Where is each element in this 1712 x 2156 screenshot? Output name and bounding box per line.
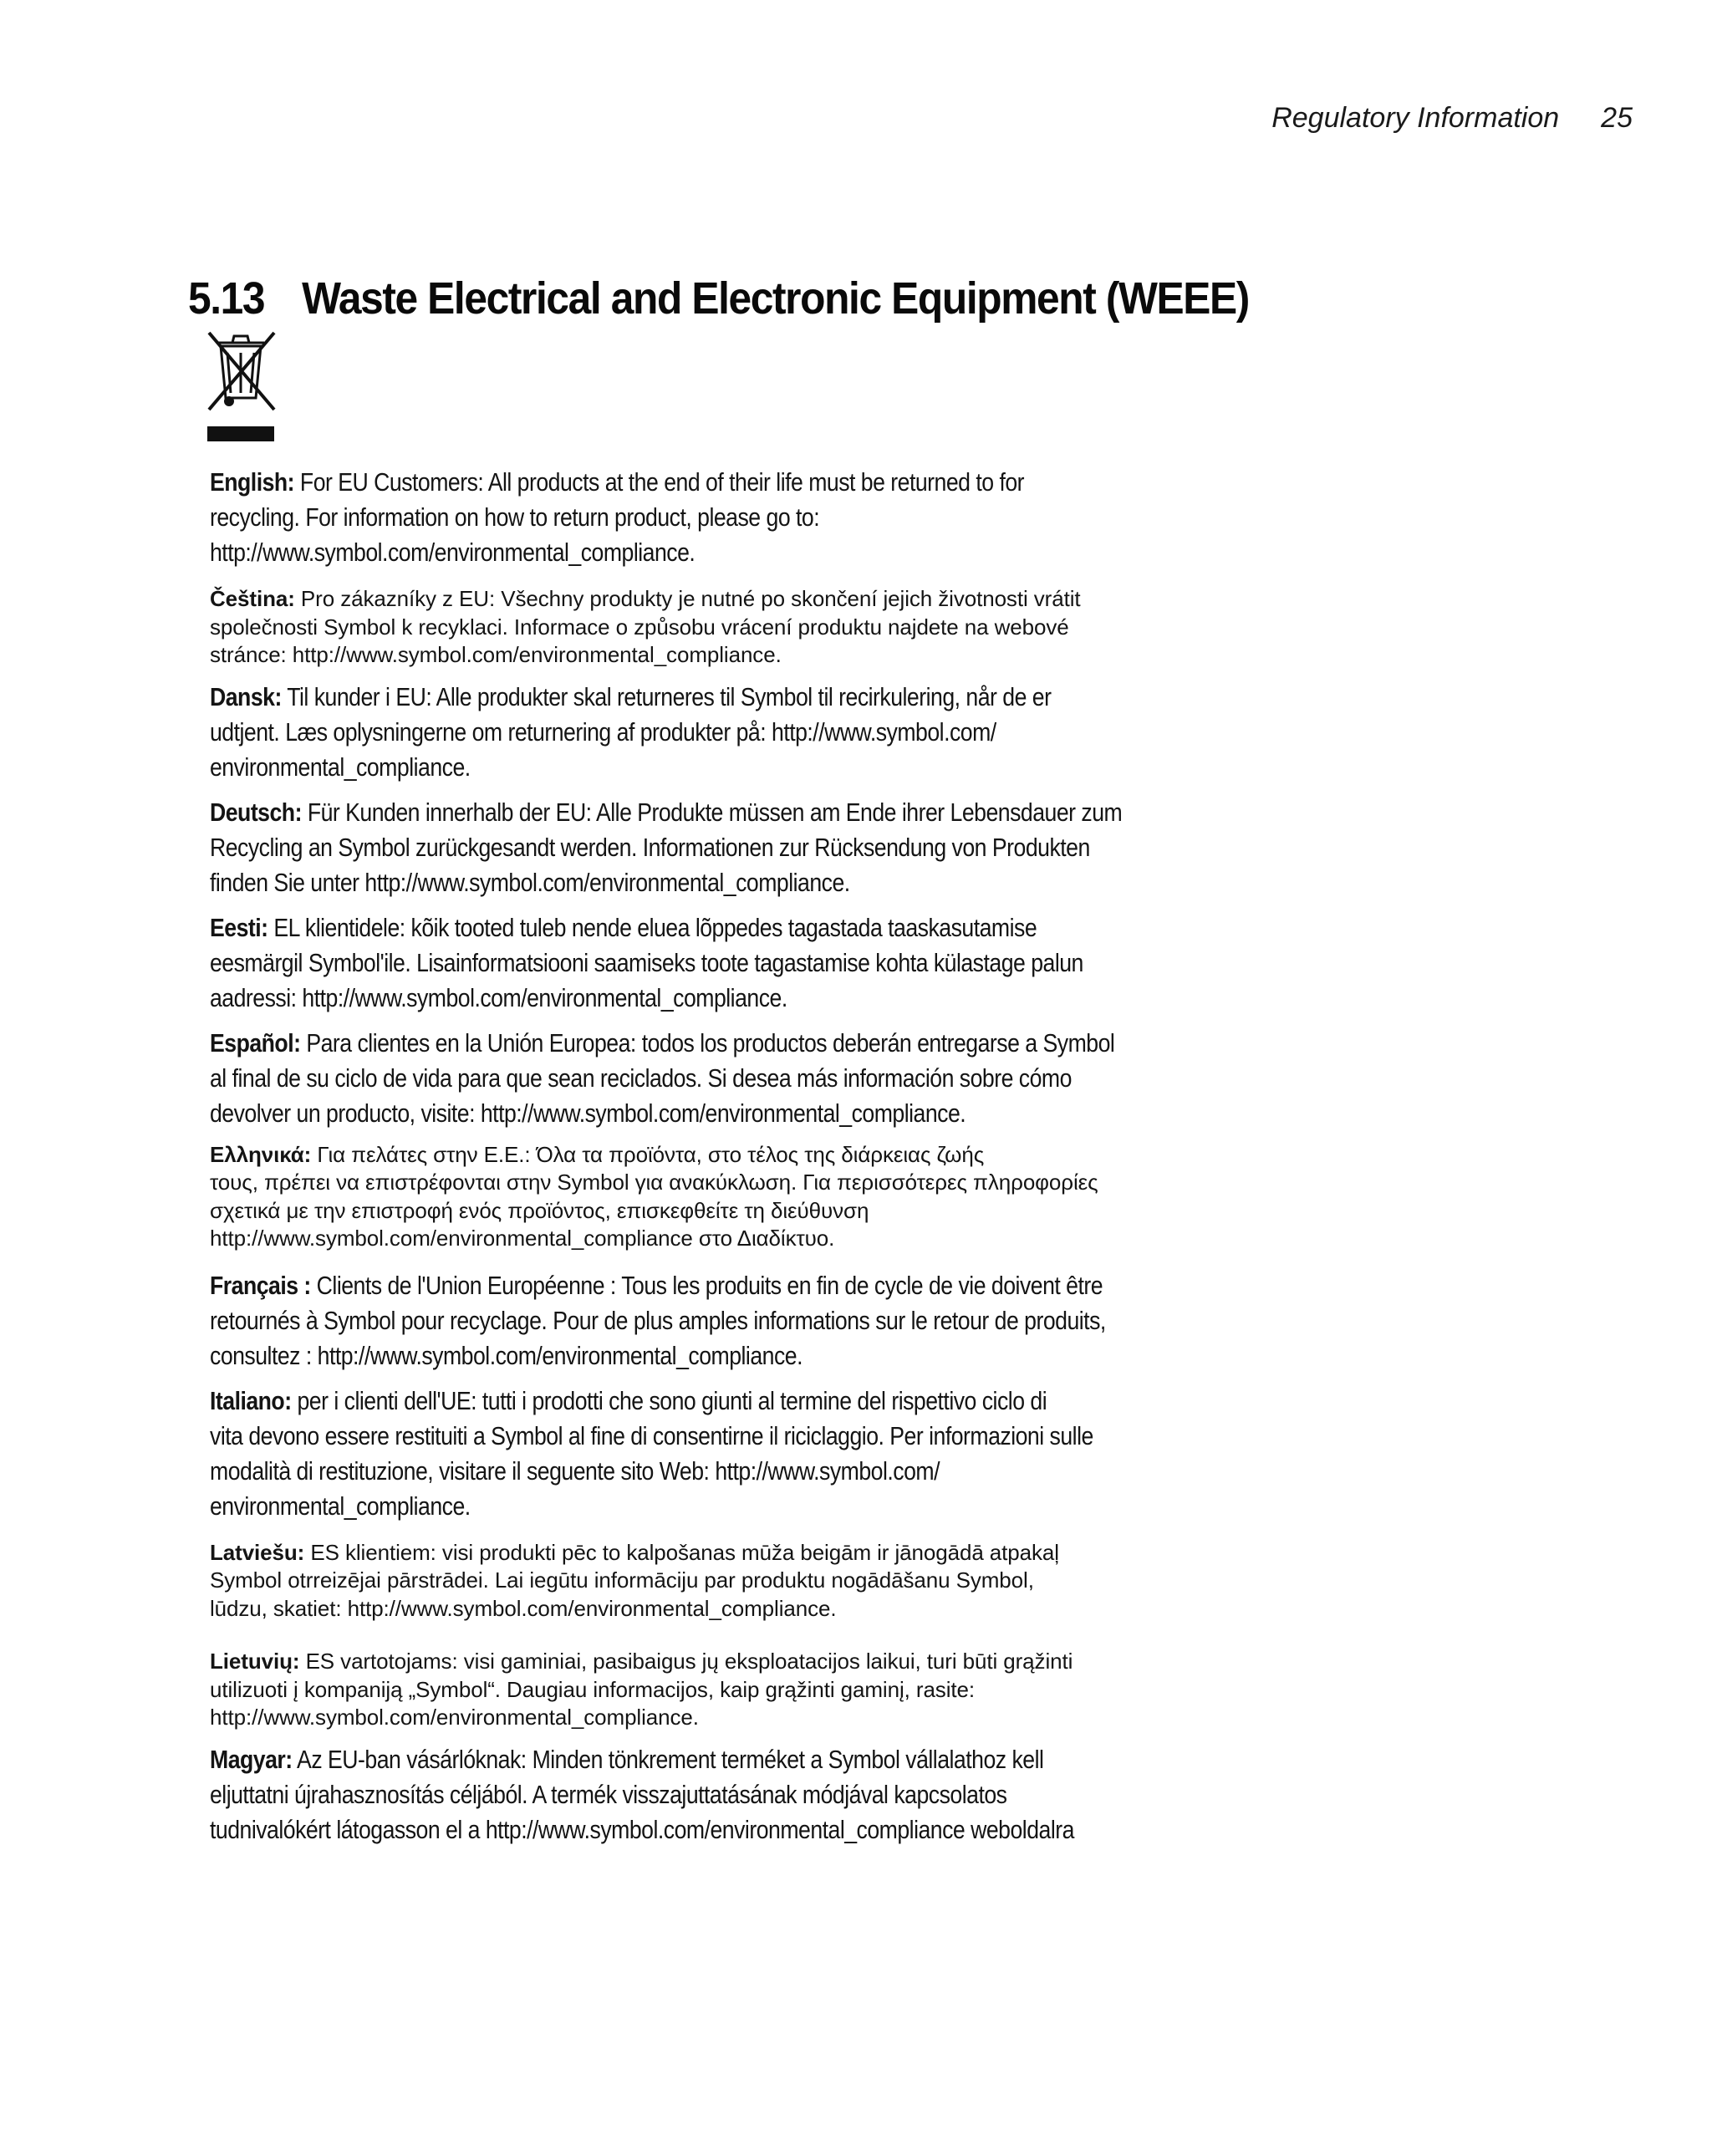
entry-magyar: Magyar: Az EU-ban vásárlóknak: Minden tönkrement terméket a Symbol vállalathoz kell eljuttatni újrahasznosítás céljából. A termék visszajuttatásának módjával kapcsolatos tudnivalókért látogasson el a http://www.symbol.com/environmental_compliance weboldalra <box>210 1744 1074 1844</box>
section-heading <box>188 273 1249 324</box>
section-number: 5.13 <box>188 273 265 324</box>
weee-statements <box>210 465 1188 1848</box>
entry-latviesu: Latviešu: ES klientiem: visi produkti pēc to kalpošanas mūža beigām ir jānogādā atpakaļ Symbol otrreizējai pārstrādei. Lai iegūtu informāciju par produktu nogādāšanu Symbol, lūdzu, skatiet: http://www.symbol.com/environmental_compliance. <box>210 1539 1059 1621</box>
entry-cestina: Čeština: Pro zákazníky z EU: Všechny produkty je nutné po skončení jejich životnosti vrátit společnosti Symbol k recyklaci. Informace o způsobu vrácení produktu najdete na webové stránce: http://www.symbol.com/environmental_compliance. <box>210 586 1081 667</box>
entry-english: English: For EU Customers: All products at the end of their life must be returned to for recycling. For information on how to return product, please go to: http://www.symbol.com/environmental_compliance. <box>210 467 1025 567</box>
entry-dansk: Dansk: Til kunder i EU: Alle produkter skal returneres til Symbol til recirkulering, når de er udtjent. Læs oplysningerne om returnering af produkter på: http://www.symbol.com/ environmental_compliance. <box>210 681 1052 782</box>
entry-espanol: Español: Para clientes en la Unión Europea: todos los productos deberán entregarse a Symbol al final de su ciclo de vida para que sean reciclados. Si desea más información sobre cómo devolver un producto, visite: http://www.symbol.com/environmental_compliance. <box>210 1027 1115 1128</box>
weee-bin-icon <box>201 328 281 445</box>
entry-eesti: Eesti: EL klientidele: kõik tooted tuleb nende eluea lõppedes tagastada taaskasutamise eesmärgil Symbol'ile. Lisainformatsiooni saamiseks toote tagastamise kohta külastage palun aadressi: http://www.symbol.com/environmental_compliance. <box>210 912 1083 1012</box>
page-number: 25 <box>1601 102 1633 134</box>
header-section-title: Regulatory Information <box>1271 102 1560 134</box>
entry-deutsch: Deutsch: Für Kunden innerhalb der EU: Alle Produkte müssen am Ende ihrer Lebensdauer zum Recycling an Symbol zurückgesandt werden. Informationen zur Rücksendung von Produkten finden Sie unter http://www.symbol.com/environmental_compliance. <box>210 797 1123 897</box>
section-title: Waste Electrical and Electronic Equipment (WEEE) <box>302 273 1249 324</box>
entry-italiano: Italiano: per i clienti dell'UE: tutti i prodotti che sono giunti al termine del rispettivo ciclo di vita devono essere restituiti a Symbol al fine di consentirne il riciclaggio. Per informazioni sulle modalità di restituzione, visitare il seguente sito Web: http://www.symbol.com/ environmental_compliance. <box>210 1385 1093 1521</box>
entry-ellinika: Ελληνικά: Για πελάτες στην Ε.Ε.: Όλα τα προϊόντα, στο τέλος της διάρκειας ζωής τους, πρέπει να επιστρέφονται στην Symbol για ανακύκλωση. Για περισσότερες πληροφορίες σχετικά με την επιστροφή ενός προϊόντος, επισκεφθείτε τη διεύθυνση http://www.symbol.com/environmental_compliance στο Διαδίκτυο. <box>210 1141 1098 1251</box>
running-header <box>1271 102 1633 135</box>
entry-francais: Français : Clients de l'Union Européenne : Tous les produits en fin de cycle de vie doivent être retournés à Symbol pour recyclage. Pour de plus amples informations sur le retour de produits, consultez : http://www.symbol.com/environmental_compliance. <box>210 1270 1106 1370</box>
entry-lietuviu: Lietuvių: ES vartotojams: visi gaminiai, pasibaigus jų eksploatacijos laikui, turi būti grąžinti utilizuoti į kompaniją „Symbol“. Daugiau informacijos, kaip grąžinti gaminį, rasite: http://www.symbol.com/environmental_compliance. <box>210 1649 1073 1730</box>
